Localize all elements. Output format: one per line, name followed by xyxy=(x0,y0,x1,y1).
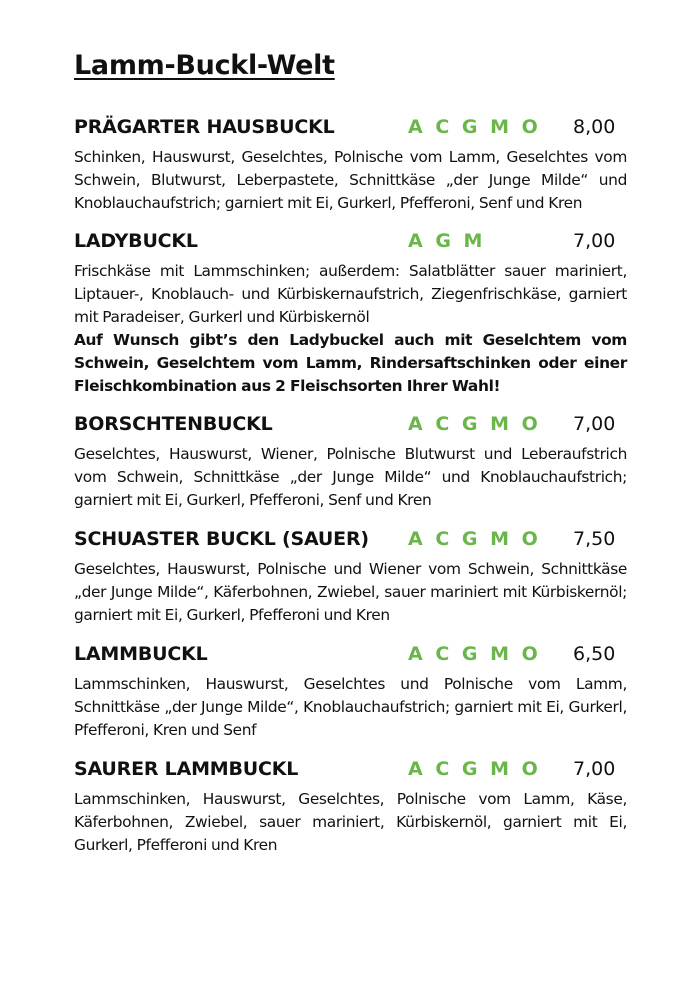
item-price: 8,00 xyxy=(573,116,616,138)
menu-title: Lamm-Buckl-Welt xyxy=(74,50,335,81)
item-description: Frischkäse mit Lammschinken; außerdem: Salatblätter sauer mariniert, Liptauer-, Knoblauch- und Kürbiskernaufstrich, Ziegenfrischkäse, garniert mit Paradeiser, Gurkerl und Kürbiskernöl xyxy=(74,262,627,326)
item-name: LAMMBUCKL xyxy=(74,643,208,665)
menu-item-lammbuckl xyxy=(74,643,627,742)
item-name: BORSCHTENBUCKL xyxy=(74,413,273,435)
item-name: PRÄGARTER HAUSBUCKL xyxy=(74,116,335,138)
item-allergens: A C G M O xyxy=(408,643,539,665)
item-price: 7,00 xyxy=(573,413,616,435)
item-header xyxy=(74,643,627,673)
item-description: Geselchtes, Hauswurst, Wiener, Polnische Blutwurst und Leberaufstrich vom Schwein, Schnittkäse „der Junge Milde“ und Knoblauchaufstrich; garniert mit Ei, Gurkerl, Pfefferoni, Senf und Kren xyxy=(74,445,627,509)
menu-item-borschtenbuckl xyxy=(74,413,627,512)
item-header xyxy=(74,116,627,146)
menu-item-ladybuckl xyxy=(74,230,627,398)
item-allergens: A G M xyxy=(408,230,484,252)
menu-item-saurer-lammbuckl xyxy=(74,758,627,857)
menu-item-schuaster-buckl xyxy=(74,528,627,627)
item-price: 7,00 xyxy=(573,758,616,780)
item-note: Auf Wunsch gibt’s den Ladybuckel auch mit Geselchtem vom Schwein, Geselchtem vom Lamm, Rindersaftschinken oder einer Fleischkombination aus 2 Fleischsorten Ihrer Wahl! xyxy=(74,331,627,395)
item-header xyxy=(74,230,627,260)
menu-item-praegarter-hausbuckl xyxy=(74,116,627,215)
item-description: Lammschinken, Hauswurst, Geselchtes und Polnische vom Lamm, Schnittkäse „der Junge Milde“, Knoblauchaufstrich; garniert mit Ei, Gurkerl, Pfefferoni, Kren und Senf xyxy=(74,675,627,739)
item-header xyxy=(74,758,627,788)
item-allergens: A C G M O xyxy=(408,528,539,550)
item-name: SCHUASTER BUCKL (SAUER) xyxy=(74,528,369,550)
item-description: Schinken, Hauswurst, Geselchtes, Polnische vom Lamm, Geselchtes vom Schwein, Blutwurst, Leberpastete, Schnittkäse „der Junge Milde“ und Knoblauchaufstrich; garniert mit Ei, Gurkerl, Pfefferoni, Senf und Kren xyxy=(74,148,627,212)
item-name: SAURER LAMMBUCKL xyxy=(74,758,299,780)
item-price: 7,00 xyxy=(573,230,616,252)
item-allergens: A C G M O xyxy=(408,413,539,435)
item-price: 7,50 xyxy=(573,528,616,550)
item-allergens: A C G M O xyxy=(408,758,539,780)
item-header xyxy=(74,413,627,443)
item-allergens: A C G M O xyxy=(408,116,539,138)
item-description: Geselchtes, Hauswurst, Polnische und Wiener vom Schwein, Schnittkäse „der Junge Milde“, Käferbohnen, Zwiebel, sauer mariniert mit Kürbiskernöl; garniert mit Ei, Gurkerl, Pfefferoni und Kren xyxy=(74,560,627,624)
item-name: LADYBUCKL xyxy=(74,230,198,252)
item-price: 6,50 xyxy=(573,643,616,665)
item-description: Lammschinken, Hauswurst, Geselchtes, Polnische vom Lamm, Käse, Käferbohnen, Zwiebel, sauer mariniert, Kürbiskernöl, garniert mit Ei, Gurkerl, Pfefferoni und Kren xyxy=(74,790,627,854)
item-header xyxy=(74,528,627,558)
